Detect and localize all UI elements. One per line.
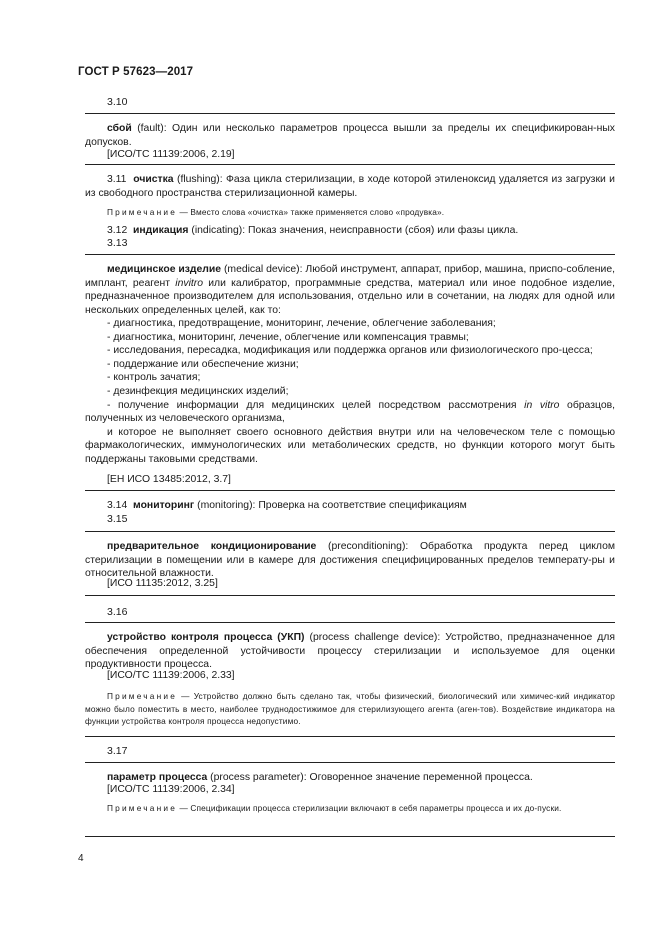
section-number-3-14: 3.14 — [107, 500, 128, 511]
definition-3-16 — [85, 631, 615, 672]
term-process-parameter: параметр процесса — [107, 772, 208, 783]
section-number-3-16: 3.16 — [107, 606, 128, 618]
list-item: - диагностика, предотвращение, мониторинг, лечение, облегчение заболевания; — [107, 318, 496, 329]
list-item-italic: in vitro — [524, 399, 560, 411]
definition-3-17 — [85, 771, 615, 785]
section-number-3-10: 3.10 — [107, 96, 128, 108]
term-medical-device: медицинское изделие — [107, 264, 222, 275]
list-item: - дезинфекция медицинских изделий; — [107, 385, 289, 397]
term-english: (medical device): — [221, 264, 303, 275]
definition-3-13 — [85, 263, 615, 317]
list-item — [85, 399, 615, 426]
note-label: Примечание — [107, 691, 178, 701]
definition-text: Показ значения, неисправности (сбоя) или фазы цикла. — [245, 225, 519, 236]
section-number-3-11: 3.11 — [107, 174, 127, 185]
definition-3-12 — [107, 224, 518, 238]
note-text: — Спецификации процесса стерилизации включают в себя параметры процесса и их до-пуски. — [177, 803, 562, 813]
term-english: (indicating): — [188, 225, 246, 236]
definition-text: Оговоренное значение переменной процесса. — [306, 772, 533, 783]
definition-3-11 — [85, 173, 615, 200]
definition-text: Проверка на соответствие спецификациям — [255, 500, 467, 511]
definition-tail: и которое не выполняет своего основного действия внутри или на человеческом теле с помощью фармакологических, иммунологических или метаболических средств, но функции которого могут быть поддержаны таковыми средствами. — [85, 426, 615, 465]
term-english: (preconditioning): — [316, 541, 409, 552]
definition-3-15 — [85, 540, 615, 581]
definition-text: Обработка продукта перед циклом стерилизации в помещении или в камере для достижения специфицированных пределов температу-ры и относительной влажности. — [85, 541, 616, 580]
list-item: - диагностика, мониторинг, лечение, облегчение или компенсация травмы; — [107, 331, 469, 343]
term-english: (monitoring): — [194, 500, 256, 511]
page-number: 4 — [78, 853, 84, 864]
definition-3-10 — [85, 122, 615, 149]
reference-3-10: [ИСО/ТС 11139:2006, 2.19] — [107, 149, 235, 160]
section-number-3-12: 3.12 — [107, 225, 128, 236]
term-preconditioning: предварительное кондиционирование — [107, 541, 317, 552]
section-number-3-13: 3.13 — [107, 237, 128, 249]
note-label: Примечание — [107, 803, 178, 813]
note-3-16 — [85, 690, 615, 728]
note-3-17 — [85, 802, 615, 815]
definition-text: Любой инструмент, аппарат, прибор, машина, приспо-собление, имплант, реагент — [85, 264, 615, 289]
term-flushing: очистка — [133, 174, 174, 185]
term-english: (process challenge device): — [304, 632, 441, 643]
term-english: (process parameter): — [207, 772, 307, 783]
note-label: Примечание — [107, 207, 178, 217]
definition-text-cont: или калибратор, программные средства, материал или иное подобное изделие, предназначенное производителем для использования, отдельно или в сочетании, на людях для одной или нескольких определенных целей, как то: — [85, 277, 615, 316]
list-item: - контроль зачатия; — [107, 372, 201, 384]
definition-text: Один или несколько параметров процесса вышли за пределы их спецификирован-ных допусков. — [85, 123, 615, 148]
definition-italic: invitro — [175, 277, 204, 289]
note-text: — Устройство должно быть сделано так, чтобы физический, биологический или химичес-кий индикатор можно было поместить в место, наиболее труднодостижимое для стерилизующего агента (аген-тов). Воздействие индикатора на функции устройства контроля процесса недопустимо. — [85, 691, 615, 726]
purpose-list — [85, 317, 615, 467]
reference-3-13: [ЕН ИСО 13485:2012, 3.7] — [107, 474, 231, 485]
list-item: - исследования, пересадка, модификация или поддержка органов или физиологического про-цесса; — [107, 345, 593, 357]
list-item-text-cont: образцов, полученных из человеческого организма, — [85, 399, 615, 425]
definition-text: Фаза цикла стерилизации, в ходе которой этиленоксид удаляется из загрузки и из свободного пространства стерилизационной камеры. — [85, 174, 615, 199]
term-monitoring: мониторинг — [133, 500, 195, 511]
note-3-11 — [107, 206, 615, 219]
note-text: — Вместо слова «очистка» также применяется слово «продувка». — [177, 207, 445, 217]
document-header: ГОСТ Р 57623—2017 — [78, 66, 194, 78]
reference-3-16: [ИСО/ТС 11139:2006, 2.33] — [107, 670, 235, 681]
section-number-3-17: 3.17 — [107, 745, 128, 757]
list-item-text: - получение информации для медицинских целей посредством рассмотрения — [107, 399, 525, 411]
reference-3-15: [ИСО 11135:2012, 3.25] — [107, 578, 218, 589]
term-indicating: индикация — [133, 225, 189, 236]
list-item: - поддержание или обеспечение жизни; — [107, 358, 299, 370]
section-number-3-15: 3.15 — [107, 513, 128, 525]
term-english: (flushing): — [173, 174, 223, 185]
definition-3-14 — [107, 499, 467, 513]
definition-text: Устройство, предназначенное для обеспечения определенной устойчивости процессу стерилизации и используемое для оценки продуктивности процесса. — [85, 632, 615, 671]
reference-3-17: [ИСО/ТС 11139:2006, 2.34] — [107, 784, 235, 795]
term-process-challenge-device: устройство контроля процесса (УКП) — [107, 632, 305, 643]
term-english: (fault): — [131, 123, 167, 134]
term-fault: сбой — [107, 123, 132, 134]
